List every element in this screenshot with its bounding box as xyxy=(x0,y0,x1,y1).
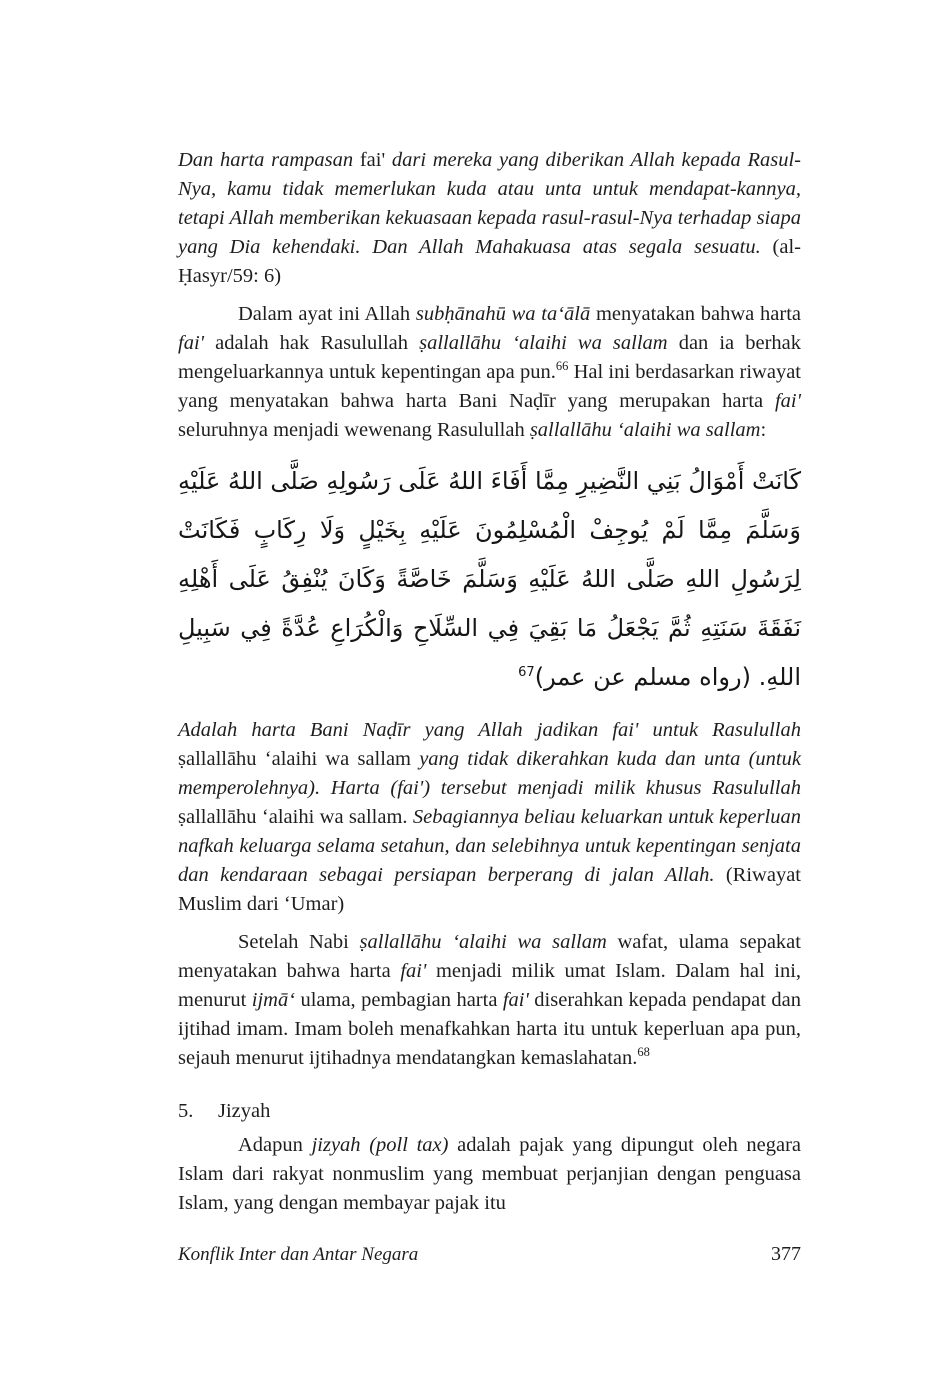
text-run: ṣallallāhu ‘alaihi wa sallam xyxy=(359,931,618,953)
text-run: ṣallallāhu ‘alaihi wa sallam xyxy=(529,419,761,441)
section-heading-jizyah xyxy=(178,1097,801,1126)
text-run: Adapun xyxy=(238,1134,312,1156)
text-run: menyatakan bahwa harta xyxy=(595,303,801,325)
text-run: fai' xyxy=(400,960,436,982)
text-run: ijmā‘ xyxy=(251,989,301,1011)
page-footer xyxy=(178,1243,801,1266)
text-run: : xyxy=(760,419,767,441)
text-run: Dalam ayat ini Allah xyxy=(238,303,416,325)
text-run: diserahkan kepada pendapat dan ijtihad imam. Imam boleh menafkahkan harta itu untuk keperluan apa pun, sejauh menurut ijtihadnya mendatangkan kemaslahatan. xyxy=(178,989,801,1069)
running-title: Konflik Inter dan Antar Negara xyxy=(178,1244,419,1265)
verse-reference: (al-Ḥasyr/59: 6) xyxy=(178,236,801,287)
commentary-paragraph-1 xyxy=(178,300,801,445)
text-run: subḥānahū wa ta‘ālā xyxy=(415,303,596,325)
page-number: 377 xyxy=(771,1243,801,1265)
text-run: dari mereka yang diberikan Allah kepada Rasul-Nya, kamu tidak memerlukan kuda atau unta untuk mendapat-kannya, tetapi Allah memberikan kekuasaan kepada rasul-rasul-Nya terhadap siapa yang Dia kehendaki. Dan Allah Mahakuasa atas segala sesuatu. xyxy=(178,149,801,258)
text-run: Sebagiannya beliau keluarkan untuk keperluan nafkah keluarga selama setahun, dan selebihnya untuk kepentingan senjata dan kendaraan sebagai persiapan berperang di jalan Allah. xyxy=(178,806,801,886)
text-run: ṣallallāhu ‘alaihi wa sallam xyxy=(178,748,420,770)
text-run: fai' xyxy=(502,989,535,1011)
text-run: adalah hak Rasulullah xyxy=(215,332,420,354)
text-run: Setelah Nabi xyxy=(238,931,360,953)
hadith-source-reference: (Riwayat Muslim dari ‘Umar) xyxy=(178,864,801,915)
text-run: wafat, ulama sepakat menyatakan bahwa harta xyxy=(178,931,801,982)
commentary-paragraph-2 xyxy=(178,928,801,1073)
text-run: adalah pajak yang dipungut oleh negara Islam dari rakyat nonmuslim yang membuat perjanjian dengan penguasa Islam, yang dengan membayar pajak itu xyxy=(178,1134,802,1214)
text-run: ulama, pembagian harta xyxy=(300,989,503,1011)
text-run: Adalah harta Bani Naḍīr yang Allah jadikan fai' untuk Rasulullah xyxy=(178,719,801,741)
text-run: ṣallallāhu ‘alaihi wa sallam xyxy=(419,332,679,354)
footnote-ref-67: 67 xyxy=(518,665,535,680)
text-run: seluruhnya menjadi wewenang Rasulullah xyxy=(178,419,530,441)
footnote-ref-68: 68 xyxy=(637,1045,650,1060)
page-content xyxy=(178,146,801,1227)
hadith-translation-paragraph xyxy=(178,716,801,919)
text-run: ṣallallāhu ‘alaihi wa sallam. xyxy=(178,806,413,828)
section-number: 5. xyxy=(178,1100,194,1122)
text-run: Hal ini berdasarkan riwayat yang menyatakan bahwa harta Bani Naḍīr yang merupakan harta xyxy=(178,361,801,412)
text-run: jizyah (poll tax) xyxy=(311,1134,458,1156)
text-run: dan ia berhak mengeluarkannya untuk kepentingan apa pun. xyxy=(178,332,802,383)
footnote-ref-66: 66 xyxy=(555,359,569,374)
text-run: fai' xyxy=(359,149,392,171)
hadith-arabic-text xyxy=(178,457,801,702)
text-run: yang tidak dikerahkan kuda dan unta (untuk memperolehnya). Harta (fai') tersebut menjadi milik khusus Rasulullah xyxy=(178,748,801,799)
jizyah-intro-paragraph xyxy=(178,1131,801,1218)
text-run: Dan harta rampasan xyxy=(178,149,360,171)
text-run: fai' xyxy=(178,332,216,354)
section-title: Jizyah xyxy=(218,1100,271,1122)
text-run: fai' xyxy=(774,390,801,412)
verse-translation-paragraph xyxy=(178,146,801,291)
text-run: menjadi milik umat Islam. Dalam hal ini, menurut xyxy=(178,960,802,1011)
arabic-text-run: كَانَتْ أَمْوَالُ بَنِي النَّضِيرِ مِمَّا أَفَاءَ اللهُ عَلَى رَسُولِهِ صَلَّى اللهُ عَلَيْهِ وَسَلَّمَ مِمَّا لَمْ يُوجِفْ الْمُسْلِمُونَ عَلَيْهِ بِخَيْلٍ وَلَا رِكَابٍ فَكَانَتْ لِرَسُولِ اللهِ صَلَّى اللهُ عَلَيْهِ وَسَلَّمَ خَاصَّةً وَكَانَ يُنْفِقُ عَلَى أَهْلِهِ نَفَقَةَ سَنَتِهِ ثُمَّ يَجْعَلُ مَا بَقِيَ فِي السِّلَاحِ وَالْكُرَاعِ عُدَّةً فِي سَبِيلِ اللهِ. (رواه مسلم عن عمر) xyxy=(178,467,801,691)
